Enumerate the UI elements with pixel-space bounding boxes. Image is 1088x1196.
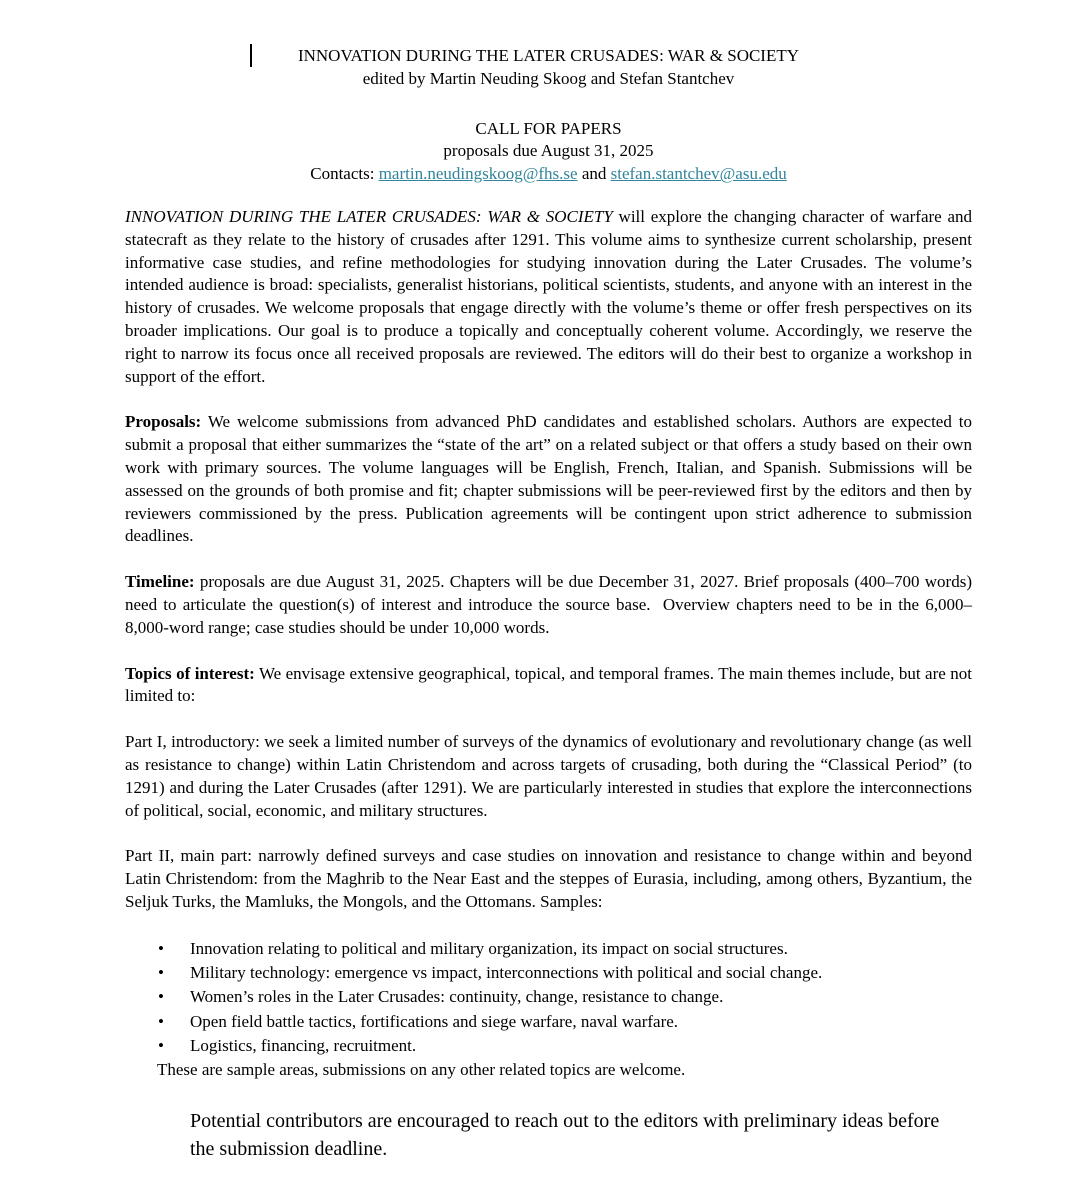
bullet-item-text: Women’s roles in the Later Crusades: continuity, change, resistance to change.	[190, 987, 724, 1007]
closing-paragraph: Potential contributors are encouraged to reach out to the editors with preliminary ideas before the submission deadline.	[190, 1110, 940, 1161]
samples-bullet-list	[125, 937, 972, 1083]
editors-line: edited by Martin Neuding Skoog and Stefan Stantchev	[362, 68, 735, 88]
proposals-label: Proposals:	[125, 412, 202, 432]
contacts-line	[125, 163, 972, 186]
bullet-item-text: Military technology: emergence vs impact, interconnections with political and social change.	[190, 963, 823, 982]
list-item	[125, 961, 972, 985]
topics-text: We envisage extensive geographical, topical, and temporal frames. The main themes include, but are not limited to:	[125, 663, 972, 706]
intro-paragraph	[125, 206, 972, 388]
list-item	[125, 937, 972, 961]
timeline-paragraph	[125, 571, 972, 639]
list-item	[125, 1010, 972, 1034]
text-cursor	[250, 44, 252, 67]
timeline-text: proposals are due August 31, 2025. Chapters will be due December 31, 2027. Brief proposals (400–700 words) need to articulate the question(s) of interest and introduce the source base. Overview chapters need to be in the 6,000–8,000-word range; case studies should be under 10,000 words.	[125, 572, 972, 637]
list-item	[125, 1034, 972, 1058]
bullet-item-text: Logistics, financing, recruitment.	[190, 1035, 417, 1055]
document-header	[125, 45, 972, 186]
email-link-stantchev[interactable]: stefan.stantchev@asu.edu	[610, 164, 787, 184]
topics-paragraph	[125, 663, 972, 709]
bullet-list-footer: These are sample areas, submissions on any other related topics are welcome.	[157, 1060, 686, 1080]
email-link-skoog[interactable]: martin.neudingskoog@fhs.se	[378, 164, 578, 184]
bullet-item-text: Open field battle tactics, fortifications and siege warfare, naval warfare.	[190, 1011, 679, 1031]
proposals-text: We welcome submissions from advanced PhD candidates and established scholars. Authors are expected to submit a proposal that either summarizes the “state of the art” on a related subject or that offers a study based on their own work with primary sources. The volume languages will be English, French, Italian, and Spanish. Submissions will be assessed on the grounds of both promise and fit; chapter submissions will be peer-reviewed first by the editors and then by reviewers commissioned by the press. Publication agreements will be contingent upon strict adherence to submission deadlines.	[125, 412, 972, 546]
proposals-due-line: proposals due August 31, 2025	[443, 141, 654, 161]
call-for-papers-heading: CALL FOR PAPERS	[475, 118, 622, 138]
intro-italic-title: INNOVATION DURING THE LATER CRUSADES: WAR & SOCIETY	[125, 206, 613, 226]
list-item	[125, 985, 972, 1009]
bullet-icon: •	[158, 1035, 164, 1055]
part1-paragraph: Part I, introductory: we seek a limited number of surveys of the dynamics of evolutionary and revolutionary change (as well as resistance to change) within Latin Christendom and across targets of crusading, both during the “Classical Period” (to 1291) and during the Later Crusades (after 1291). We are particularly interested in studies that explore the interconnections of political, social, economic, and military structures.	[125, 732, 972, 820]
bullet-icon: •	[158, 938, 164, 958]
bullet-icon: •	[158, 1011, 164, 1031]
header-spacer	[125, 91, 972, 118]
proposals-paragraph	[125, 411, 972, 548]
contacts-connector: and	[577, 164, 611, 184]
bullet-item-text: Innovation relating to political and military organization, its impact on social structures.	[190, 938, 788, 958]
bullet-icon: •	[158, 987, 164, 1007]
contacts-label: Contacts:	[310, 164, 379, 184]
topics-label: Topics of interest:	[125, 663, 255, 683]
timeline-label: Timeline:	[125, 572, 195, 592]
intro-text: will explore the changing character of warfare and statecraft as they relate to the history of crusades after 1291. This volume aims to synthesize current scholarship, present informative case studies, and refine methodologies for studying innovation during the Later Crusades. The volume’s intended audience is broad: specialists, generalist historians, political scientists, students, and anyone with an interest in the history of crusades. We welcome proposals that engage directly with the volume’s theme or offer fresh perspectives on its broader implications. Our goal is to produce a topically and conceptually coherent volume. Accordingly, we reserve the right to narrow its focus once all received proposals are reviewed. The editors will do their best to organize a workshop in support of the effort.	[125, 206, 972, 386]
part2-paragraph: Part II, main part: narrowly defined surveys and case studies on innovation and resistance to change within and beyond Latin Christendom: from the Maghrib to the Near East and the steppes of Eurasia, including, among others, Byzantium, the Seljuk Turks, the Mamluks, the Mongols, and the Ottomans. Samples:	[125, 846, 972, 911]
page-title: INNOVATION DURING THE LATER CRUSADES: WAR & SOCIETY	[297, 46, 800, 65]
bullet-icon: •	[158, 963, 164, 982]
